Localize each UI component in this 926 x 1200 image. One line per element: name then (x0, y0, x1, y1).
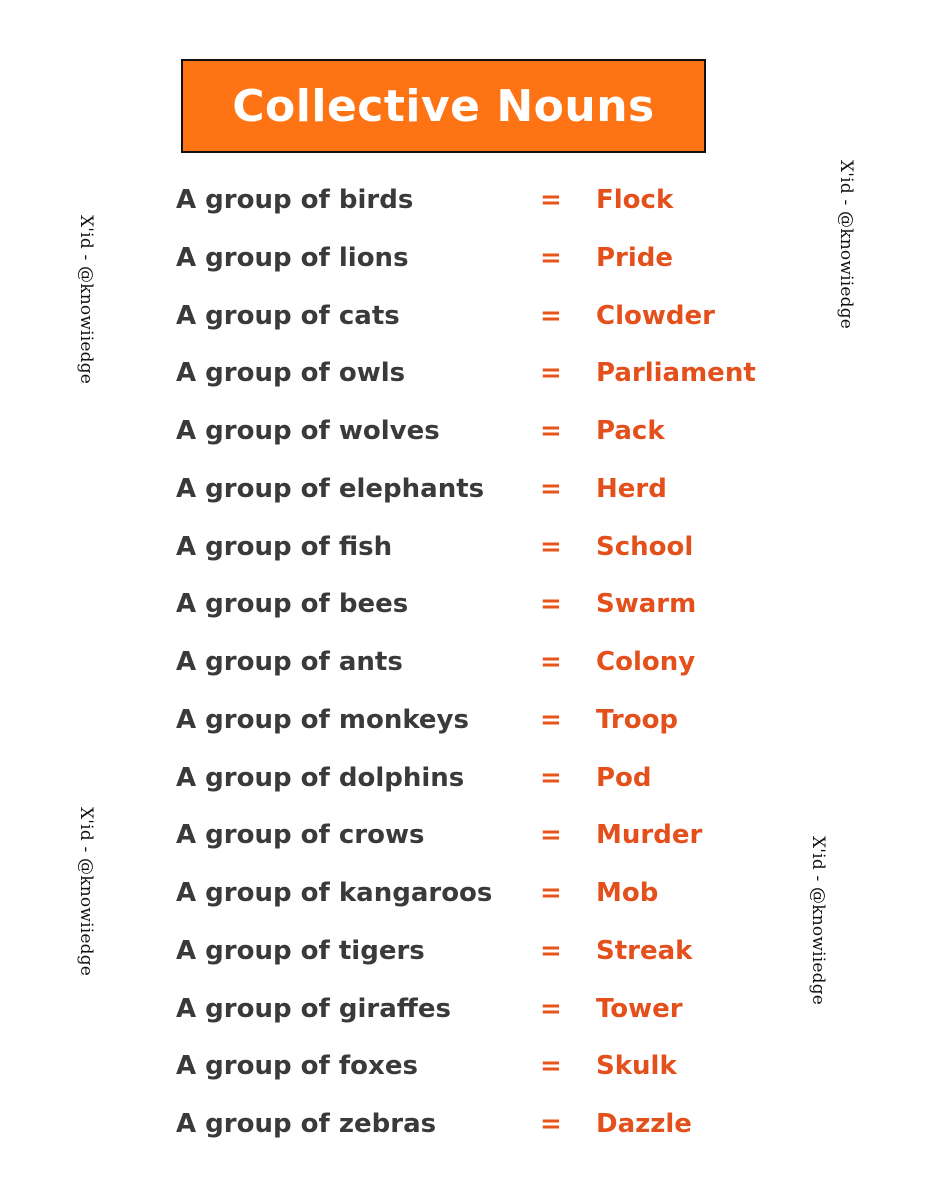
collective-nouns-list (0, 172, 926, 1154)
list-item (0, 981, 926, 1039)
list-item (0, 519, 926, 577)
collective-noun: Tower (596, 993, 683, 1024)
equals-sign: = (540, 993, 562, 1024)
equals-sign: = (540, 242, 562, 273)
equals-sign: = (540, 531, 562, 562)
list-item (0, 403, 926, 461)
list-item (0, 750, 926, 808)
watermark-left-top: X'id - @knowiiedge (76, 215, 96, 385)
equals-sign: = (540, 878, 562, 908)
collective-noun: Murder (596, 820, 703, 851)
group-subject: A group of tigers (176, 935, 425, 966)
group-subject: A group of bees (176, 589, 409, 620)
collective-noun: School (596, 531, 694, 562)
group-subject: A group of crows (176, 820, 425, 851)
equals-sign: = (540, 300, 562, 331)
group-subject: A group of fish (176, 531, 393, 562)
equals-sign: = (540, 358, 562, 389)
group-subject: A group of lions (176, 242, 409, 273)
group-subject: A group of elephants (176, 473, 485, 504)
equals-sign: = (540, 473, 562, 504)
group-subject: A group of dolphins (176, 762, 465, 793)
watermark-right-bottom: X'id - @knowiiedge (808, 836, 828, 1006)
collective-noun: Swarm (596, 589, 697, 620)
equals-sign: = (540, 647, 562, 677)
list-item (0, 634, 926, 692)
collective-noun: Pride (596, 242, 674, 273)
title-banner (181, 59, 706, 153)
collective-noun: Parliament (596, 358, 756, 389)
collective-noun: Streak (596, 935, 693, 966)
group-subject: A group of birds (176, 185, 414, 215)
list-item (0, 576, 926, 634)
collective-noun: Troop (596, 704, 679, 735)
list-item (0, 230, 926, 288)
list-item (0, 865, 926, 923)
group-subject: A group of owls (176, 358, 406, 389)
equals-sign: = (540, 1051, 562, 1082)
equals-sign: = (540, 416, 562, 446)
collective-noun: Clowder (596, 300, 715, 331)
watermark-left-bottom: X'id - @knowiiedge (76, 807, 96, 977)
collective-noun: Dazzle (596, 1109, 692, 1139)
list-item (0, 1096, 926, 1154)
group-subject: A group of zebras (176, 1109, 437, 1139)
collective-noun: Flock (596, 185, 674, 215)
collective-noun: Pod (596, 762, 652, 793)
group-subject: A group of cats (176, 300, 400, 331)
collective-noun: Colony (596, 647, 696, 677)
equals-sign: = (540, 762, 562, 793)
group-subject: A group of ants (176, 647, 403, 677)
group-subject: A group of giraffes (176, 993, 451, 1024)
collective-noun: Herd (596, 473, 667, 504)
group-subject: A group of foxes (176, 1051, 418, 1082)
collective-noun: Skulk (596, 1051, 677, 1082)
equals-sign: = (540, 935, 562, 966)
group-subject: A group of wolves (176, 416, 440, 446)
equals-sign: = (540, 185, 562, 215)
list-item (0, 807, 926, 865)
equals-sign: = (540, 1109, 562, 1139)
list-item (0, 172, 926, 230)
list-item (0, 923, 926, 981)
page-title: Collective Nouns (232, 80, 655, 132)
watermark-right-top: X'id - @knowiiedge (836, 160, 856, 330)
group-subject: A group of monkeys (176, 704, 469, 735)
equals-sign: = (540, 820, 562, 851)
collective-noun: Pack (596, 416, 665, 446)
list-item (0, 345, 926, 403)
equals-sign: = (540, 704, 562, 735)
list-item (0, 461, 926, 519)
list-item (0, 692, 926, 750)
collective-noun: Mob (596, 878, 659, 908)
equals-sign: = (540, 589, 562, 620)
list-item (0, 1038, 926, 1096)
group-subject: A group of kangaroos (176, 878, 493, 908)
list-item (0, 288, 926, 346)
